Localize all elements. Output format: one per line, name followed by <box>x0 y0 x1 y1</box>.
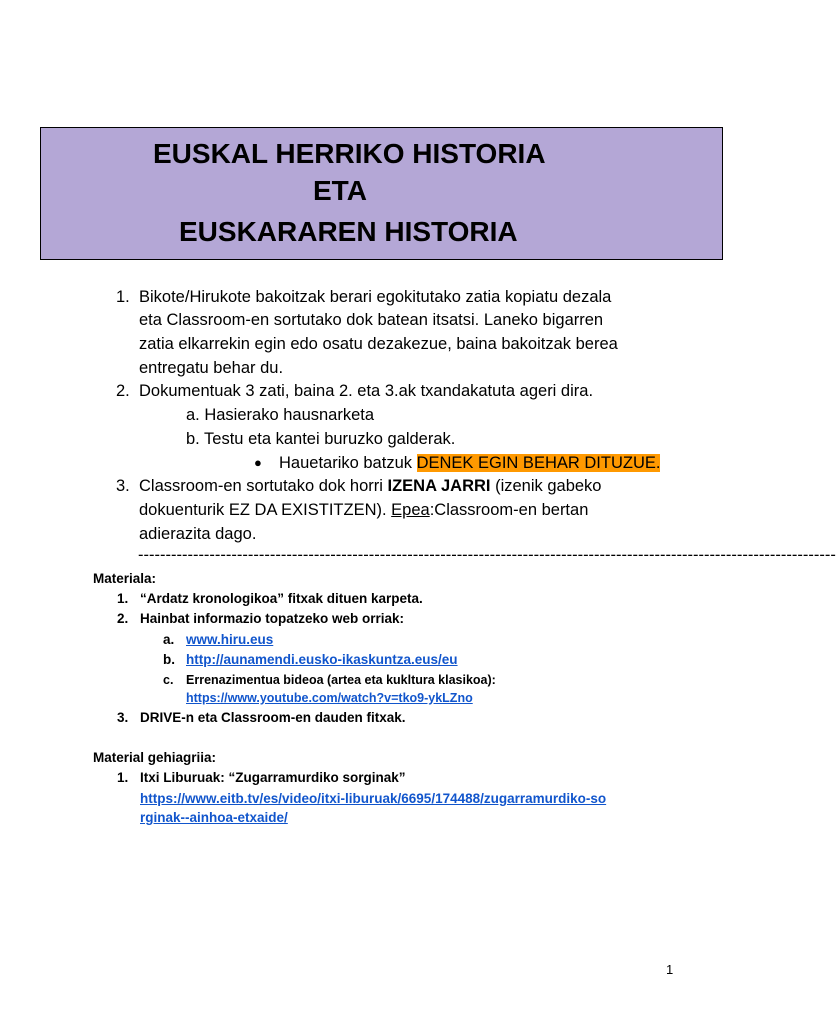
title-line-1: EUSKAL HERRIKO HISTORIA <box>153 138 546 169</box>
item-3-line-1-pre: Classroom-en sortutako dok horri <box>139 477 388 495</box>
materiala-item-2: Hainbat informazio topatzeko web orriak: <box>140 611 405 626</box>
item-2-number: 2. <box>116 382 130 400</box>
item-3-line-2 <box>139 499 588 521</box>
materiala-sub-c-text: Errenazimentua bideoa (artea eta kukltura klasikoa): <box>186 673 496 687</box>
item-1-number: 1. <box>116 288 130 306</box>
separator-line: ------------------------------------------------------------------------------------------------------------------------------- <box>138 546 836 564</box>
item-2-bullet-text <box>279 452 660 474</box>
materiala-item-3-number: 3. <box>117 710 129 725</box>
gehiagarria-item-1-number: 1. <box>117 770 129 785</box>
materiala-item-3: DRIVE-n eta Classroom-en dauden fitxak. <box>140 710 406 725</box>
bullet-text: Hauetariko batzuk <box>279 454 417 472</box>
gehiagarria-item-1: Itxi Liburuak: “Zugarramurdiko sorginak” <box>140 770 406 785</box>
title-line-3: EUSKARAREN HISTORIA <box>179 216 518 247</box>
eitb-link-line-2[interactable]: rginak--ainhoa-etxaide/ <box>140 810 288 825</box>
youtube-link[interactable]: https://www.youtube.com/watch?v=tko9-ykLZno <box>186 691 473 705</box>
item-1-line-4: entregatu behar du. <box>139 359 284 377</box>
item-1-line-2: eta Classroom-en sortutako dok batean itsatsi. Laneko bigarren <box>139 311 604 329</box>
materiala-sub-b-label: b. <box>163 652 175 667</box>
aunamendi-link[interactable]: http://aunamendi.eusko-ikaskuntza.eus/eu <box>186 652 458 667</box>
eitb-link-line-1[interactable]: https://www.eitb.tv/es/video/itxi-liburuak/6695/174488/zugarramurdiko-so <box>140 791 607 806</box>
item-2-sub-b: b. Testu eta kantei buruzko galderak. <box>186 430 456 448</box>
materiala-item-2-number: 2. <box>117 611 129 626</box>
epea-underlined: Epea <box>391 501 430 519</box>
materiala-sub-c-label: c. <box>163 673 174 687</box>
item-3-line-3: adierazita dago. <box>139 525 257 543</box>
item-2-text: Dokumentuak 3 zati, baina 2. eta 3.ak txandakatuta ageri dira. <box>139 382 594 400</box>
item-3-line-2-pre: dokuenturik EZ DA EXISTITZEN). <box>139 501 392 519</box>
bullet-icon: ● <box>254 455 262 470</box>
materiala-item-1-number: 1. <box>117 591 129 606</box>
highlighted-text: DENEK EGIN BEHAR DITUZUE. <box>416 454 661 472</box>
title-line-2: ETA <box>313 175 367 206</box>
materiala-item-1: “Ardatz kronologikoa” fitxak dituen karpeta. <box>140 591 423 606</box>
page-number: 1 <box>666 962 674 977</box>
item-3-number: 3. <box>116 477 130 495</box>
materiala-sub-a-label: a. <box>163 632 175 647</box>
hiru-link[interactable]: www.hiru.eus <box>186 632 274 647</box>
item-2-sub-a: a. Hasierako hausnarketa <box>186 406 375 424</box>
item-3-line-2-post: :Classroom-en bertan <box>429 501 589 519</box>
item-3-line-1-post: (izenik gabeko <box>490 477 602 495</box>
gehiagarria-heading: Material gehiagriia: <box>93 750 217 765</box>
title-box <box>40 127 723 260</box>
item-3-line-1 <box>139 475 601 497</box>
item-1-line-1: Bikote/Hirukote bakoitzak berari egokitutako zatia kopiatu dezala <box>139 288 612 306</box>
izena-jarri-bold: IZENA JARRI <box>387 477 491 495</box>
item-1-line-3: zatia elkarrekin egin edo osatu dezakezue, baina bakoitzak berea <box>139 335 618 353</box>
materiala-heading: Materiala: <box>93 571 157 586</box>
